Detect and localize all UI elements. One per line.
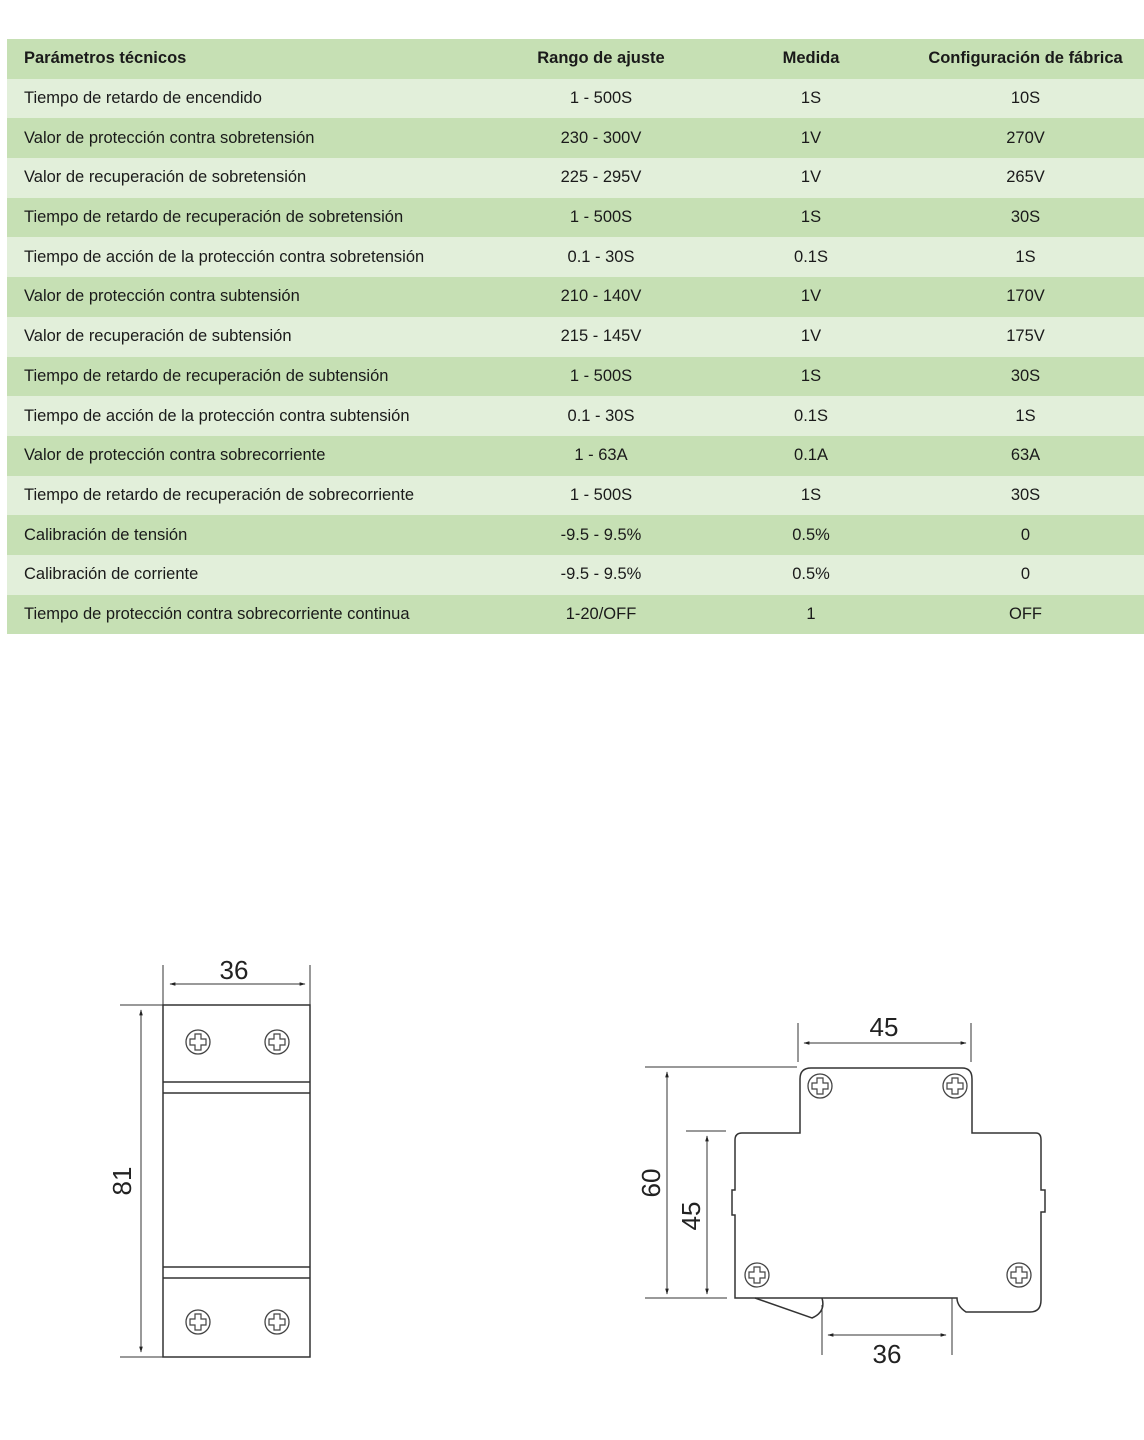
default-cell: 1S [1015,247,1036,266]
step-cell: 1V [800,168,822,187]
default-cell: 170V [1006,287,1045,306]
default-cell: 0 [1020,525,1031,544]
step-cell: 1S [800,366,822,385]
parameter-cell: Tiempo de retardo de recuperación de subtensión [24,366,389,385]
range-cell: 230 - 300V [560,128,642,147]
range-cell: 1 - 500S [569,208,633,227]
range-cell: -9.5 - 9.5% [560,565,642,584]
parameter-cell: Tiempo de retardo de recuperación de sobrecorriente [24,485,415,504]
front-width-label: 36 [219,955,249,985]
side-inner-height-label: 45 [676,1201,706,1231]
front-view-drawing [120,965,310,1357]
parameter-cell: Calibración de corriente [24,565,199,584]
parameter-cell: Tiempo de acción de la protección contra sobretensión [24,247,425,266]
range-cell: 215 - 145V [560,327,642,346]
parameter-cell: Valor de protección contra subtensión [24,287,300,306]
step-cell: 1S [800,485,822,504]
default-cell: 30S [1010,485,1041,504]
parameter-cell: Tiempo de retardo de recuperación de sobretensión [24,208,404,227]
range-cell: 1 - 500S [569,89,633,108]
range-cell: 1 - 500S [569,485,633,504]
step-cell: 0.1S [794,247,828,266]
range-cell: 0.1 - 30S [567,247,635,266]
step-cell: 0.1S [794,406,828,425]
step-cell: 1V [800,327,822,346]
front-height-label: 81 [107,1166,137,1196]
side-top-width-label: 45 [869,1012,899,1042]
header-range: Rango de ajuste [537,49,665,68]
screw-icon [808,1074,832,1098]
side-height-label: 60 [636,1168,666,1198]
default-cell: 175V [1006,327,1045,346]
range-cell: 225 - 295V [560,168,642,187]
step-cell: 1S [800,89,822,108]
step-cell: 1V [800,128,822,147]
header-default: Configuración de fábrica [928,49,1123,68]
side-view-drawing [645,1023,1045,1355]
screw-icon [265,1030,289,1054]
step-cell: 1 [806,604,816,623]
screw-icon [943,1074,967,1098]
range-cell: 210 - 140V [560,287,642,306]
parameter-cell: Tiempo de retardo de encendido [24,89,262,108]
parameter-cell: Valor de recuperación de subtensión [24,327,292,346]
side-rail-width-label: 36 [872,1339,902,1369]
default-cell: 30S [1010,208,1041,227]
default-cell: 63A [1010,446,1041,465]
screw-icon [1007,1263,1031,1287]
default-cell: 10S [1010,89,1041,108]
parameter-cell: Tiempo de protección contra sobrecorriente continua [24,604,410,623]
range-cell: 1 - 63A [574,446,628,465]
range-cell: -9.5 - 9.5% [560,525,642,544]
parameter-cell: Valor de protección contra sobretensión [24,128,315,147]
step-cell: 1V [800,287,822,306]
default-cell: 1S [1015,406,1036,425]
screw-icon [745,1263,769,1287]
screw-icon [186,1030,210,1054]
default-cell: 30S [1010,366,1041,385]
parameter-cell: Valor de recuperación de sobretensión [24,168,307,187]
step-cell: 0.5% [792,525,830,544]
parameter-cell: Calibración de tensión [24,525,188,544]
parameter-cell: Tiempo de acción de la protección contra subtensión [24,406,410,425]
range-cell: 1-20/OFF [565,604,637,623]
header-step: Medida [782,49,840,68]
front-view-body [163,1005,310,1357]
default-cell: 265V [1006,168,1045,187]
step-cell: 1S [800,208,822,227]
screw-icon [265,1310,289,1334]
parameter-cell: Valor de protección contra sobrecorriente [24,446,326,465]
range-cell: 1 - 500S [569,366,633,385]
default-cell: 270V [1006,128,1045,147]
header-parameter: Parámetros técnicos [24,49,187,68]
default-cell: 0 [1020,565,1031,584]
default-cell: OFF [1009,604,1042,623]
screw-icon [186,1310,210,1334]
side-view-body [732,1068,1045,1312]
step-cell: 0.1A [794,446,828,465]
range-cell: 0.1 - 30S [567,406,635,425]
step-cell: 0.5% [792,565,830,584]
